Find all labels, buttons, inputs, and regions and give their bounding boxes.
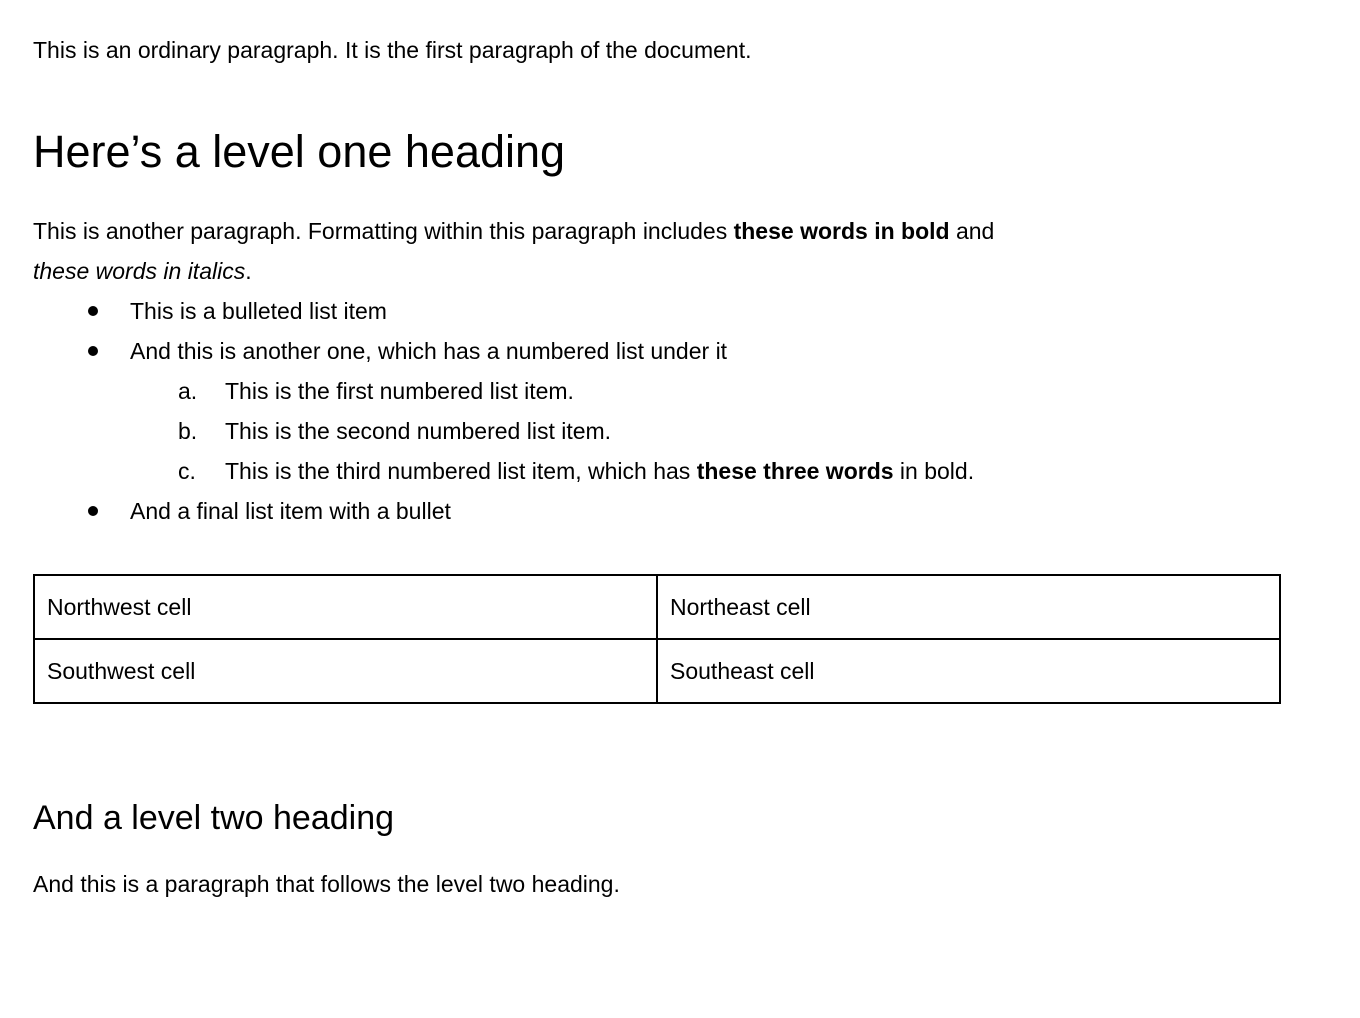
- list-item-text: [225, 458, 974, 484]
- bold-text-run: these words in bold: [733, 218, 950, 244]
- text-run: This is a bulleted list item: [130, 298, 387, 324]
- closing-paragraph: And this is a paragraph that follows the level two heading.: [33, 871, 620, 897]
- list-marker: b.: [178, 418, 198, 444]
- text-run: .: [245, 258, 252, 284]
- text-run: This is another paragraph. Formatting within this paragraph includes: [33, 218, 734, 244]
- list-item: [33, 371, 1281, 411]
- level-two-heading: And a level two heading: [33, 799, 395, 837]
- formatted-paragraph: [33, 211, 1303, 291]
- level-one-heading: Here’s a level one heading: [33, 126, 566, 177]
- document-page: [0, 30, 1360, 904]
- list-marker: c.: [178, 458, 196, 484]
- intro-paragraph: This is an ordinary paragraph. It is the first paragraph of the document.: [33, 37, 752, 63]
- list-item: [33, 291, 1281, 331]
- list-item-text: [130, 498, 451, 524]
- list-item: [33, 491, 1281, 531]
- list-item-text: [130, 298, 387, 324]
- list-item-text: [130, 338, 727, 364]
- bullet-icon: [88, 306, 98, 316]
- bullet-icon: [88, 506, 98, 516]
- list-marker: a.: [178, 378, 198, 404]
- bullet-icon: [88, 346, 98, 356]
- italic-text-run: these words in italics: [33, 258, 246, 284]
- text-run: And this is another one, which has a numbered list under it: [130, 338, 728, 364]
- text-run: in bold.: [893, 458, 975, 484]
- table-cell-southeast: Southeast cell: [657, 639, 1280, 703]
- text-run: This is the second numbered list item.: [225, 418, 612, 444]
- table-row: [34, 639, 1280, 703]
- table-cell-northeast: Northeast cell: [657, 575, 1280, 639]
- bold-text-run: these three words: [696, 458, 894, 484]
- text-run: This is the first numbered list item.: [225, 378, 574, 404]
- list-item: [33, 331, 1281, 371]
- document-list: [33, 291, 1281, 531]
- compass-table: [33, 574, 1281, 704]
- text-run: and: [949, 218, 995, 244]
- list-item: [33, 451, 1281, 491]
- list-item: [33, 411, 1281, 451]
- list-item-text: [225, 378, 574, 404]
- table-cell-southwest: Southwest cell: [34, 639, 657, 703]
- table-row: [34, 575, 1280, 639]
- list-item-text: [225, 418, 611, 444]
- table-cell-northwest: Northwest cell: [34, 575, 657, 639]
- text-run: This is the third numbered list item, which has: [225, 458, 697, 484]
- text-run: And a final list item with a bullet: [130, 498, 451, 524]
